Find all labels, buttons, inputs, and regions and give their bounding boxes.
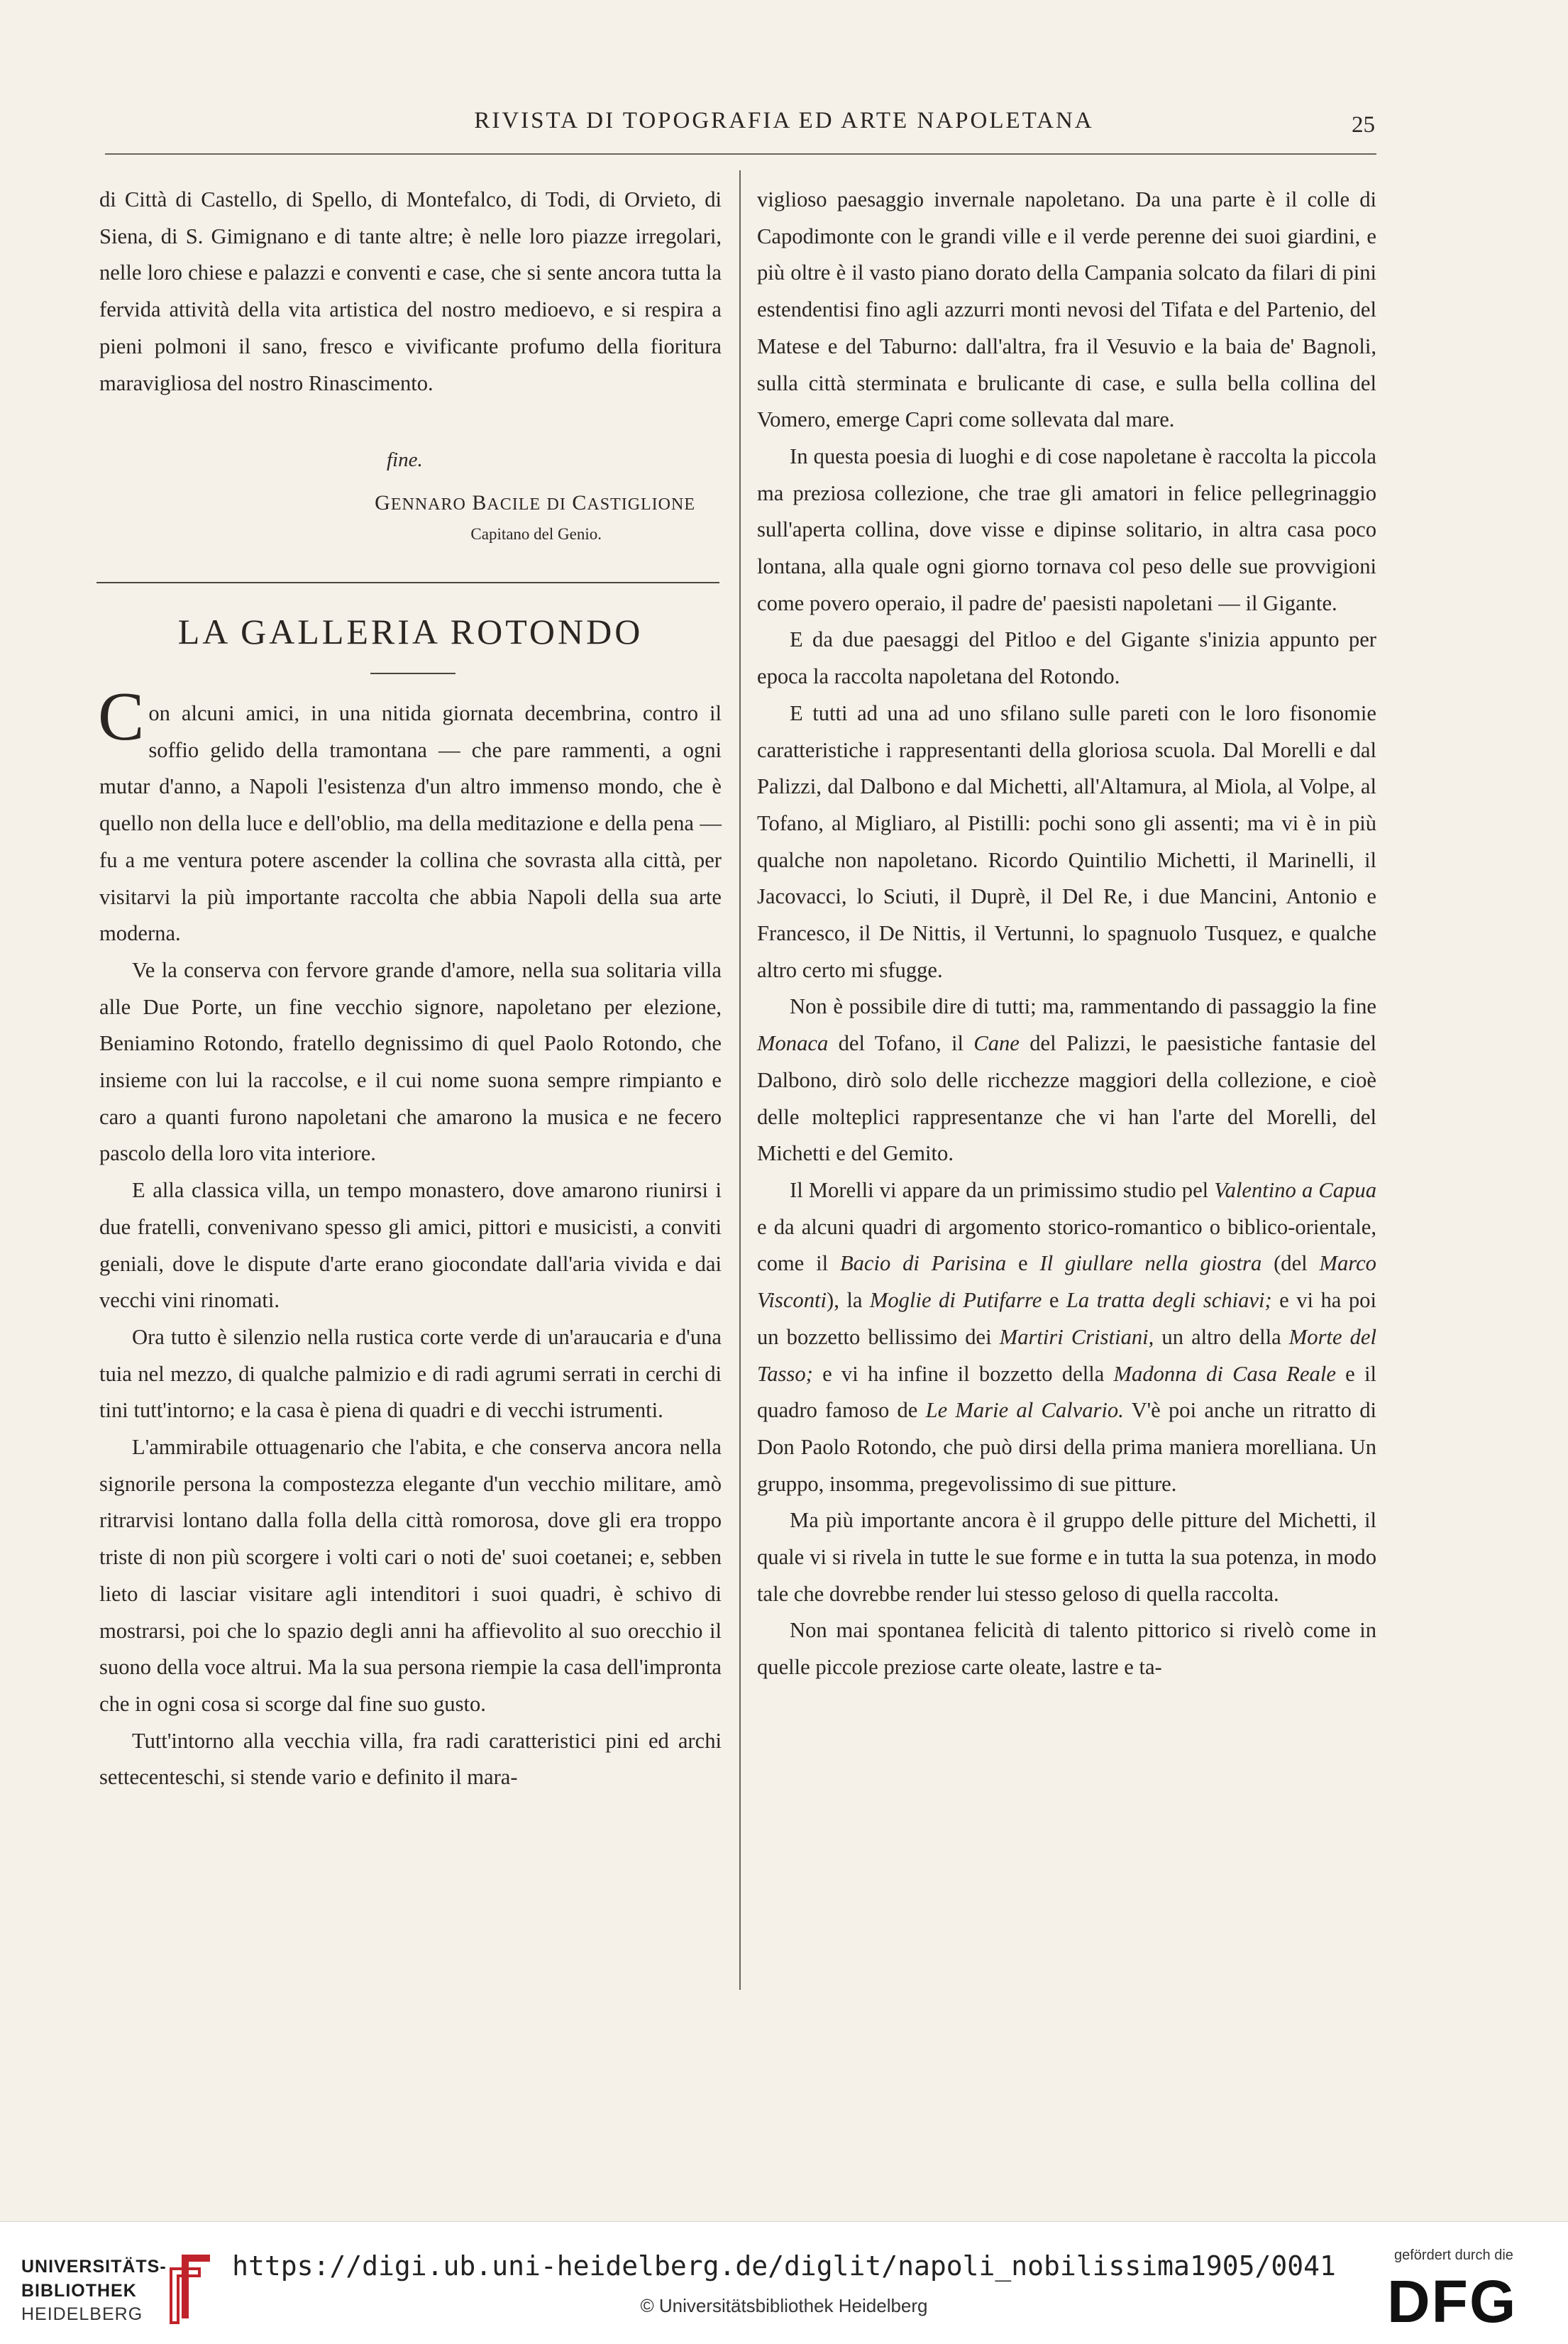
article-paragraph-12: Il Morelli vi appare da un primissimo studio pel Valentino a Capua e da alcuni quadri di argomento storico-romantico o biblico-orientale, come il Bacio di Parisina e Il giullare nella giostra (del Marco Visconti), la Moglie di Putifarre e La tratta degli schiavi; e vi ha poi un bozzetto bellissimo dei Martiri Cristiani, un altro della Morte del Tasso; e vi ha infine il bozzetto della Madonna di Casa Reale e il quadro famoso de Le Marie al Calvario. V'è poi anche un ritratto di Don Paolo Rotondo, che può dirsi della prima maniera morelliana. Un gruppo, insomma, pregevolissimo di sue pitture. [757,1177,1377,1496]
article-left-column [98,678,722,1796]
title-underline [370,673,456,674]
article-paragraph-11: Non è possibile dire di tutti; ma, rammentando di passaggio la fine Monaca del Tofano, il Cane del Palizzi, le paesistiche fantasie del Dalbono, dirò solo delle ricchezze maggiori della collezione, e cioè delle molteplici rappresentanze che vi han l'arte del Morelli, del Michetti e del Gemito. [757,994,1376,1166]
fine-mark: fine. [387,449,423,471]
continuation-paragraph: di Città di Castello, di Spello, di Montefalco, di Todi, di Orvieto, di Siena, di S. Gimignano e di tante altre; è nelle loro piazze irregolari, nelle loro chiese e palazzi e conventi e case, che si sente ancora tutta la fervida attività della vita artistica del nostro medioevo, e si respira a pieni polmoni il sano, fresco e vivificante profumo della fioritura maravigliosa del nostro Rinascimento. [99,187,722,395]
article-paragraph-13: Ma più importante ancora è il gruppo delle pitture del Michetti, il quale vi si rivela in tutte le sue forme e in tutta la sua potenza, in modo tale che dovrebbe render lui stesso geloso di quella raccolta. [757,1508,1376,1606]
article-paragraph-8: In questa poesia di luoghi e di cose napoletane è raccolta la piccola ma preziosa collezione, che trae gli amatori in felice pellegrinaggio sull'aperta collina, dove visse e dipinse solitario, in altra casa poco lontana, alla quale ogni giorno tornava col peso delle sue provvigioni come povero operaio, il padre de' paesisti napoletani — il Gigante. [757,444,1376,615]
article-paragraph-7: viglioso paesaggio invernale napoletano. Da una parte è il colle di Capodimonte con le grandi ville e il verde perenne dei suoi giardini, e più oltre è il vasto piano dorato della Campania solcato da filari di pini estendentisi fino agli azzurri monti nevosi del Tifata e del Partenio, del Matese e del Taburno: dall'altra, fra il Vesuvio e la baia de' Bagnoli, sulla città sterminata e brulicante di case, e sulla bella collina del Vomero, emerge Capri come sollevata dal mare. [757,187,1376,432]
page-number: 25 [1352,112,1375,138]
dfg-logo: DFG [1387,2268,1518,2335]
author-signature: GENNARO BACILE DI CASTIGLIONE [375,491,695,515]
article-paragraph-6: Tutt'intorno alla vecchia villa, fra radi caratteristici pini ed archi settecenteschi, si stende vario e definito il mara- [99,1728,722,1790]
right-column [757,182,1376,1686]
article-paragraph-5: L'ammirabile ottuagenario che l'abita, e che conserva ancora nella signorile persona la compostezza elegante d'un vecchio militare, amò ritrarvisi lontano dalla folla della città romorosa, dove gli era troppo triste di non più scorgere i volti cari o noti de' suoi coetanei; e, sebben lieto di lasciar visitare agli intenditori i suoi quadri, è schivo di mostrarsi, poi che lo spazio degli anni ha affievolito al suo orecchio il suono della voce altrui. Ma la sua persona riempie la casa dell'impronta che in ogni cosa si scorge dal fine suo gusto. [99,1435,722,1716]
permalink-url[interactable]: https://digi.ub.uni-heidelberg.de/diglit/napoli_nobilissima1905/0041 [232,2250,1336,2282]
article-paragraph-3: E alla classica villa, un tempo monastero, dove amarono riunirsi i due fratelli, convenivano spesso gli amici, pittori e musicisti, a conviti geniali, dove le dispute d'arte erano giocondate dall'aria vivida e dai vecchi vini rinomati. [99,1178,722,1313]
left-column [99,182,722,402]
funded-by-label: gefördert durch die [1394,2247,1513,2263]
section-rule [96,582,719,583]
header-rule [105,153,1376,155]
article-paragraph-2: Ve la conserva con fervore grande d'amore, nella sua solitaria villa alle Due Porte, un fine vecchio signore, napoletano per elezione, Beniamino Rotondo, fratello degnissimo di quel Paolo Rotondo, che insieme con lui la raccolse, e il cui nome suona sempre rimpianto e caro a quanti furono napoletani che amarono la musica e ne fecero pascolo della loro vita interiore. [99,957,722,1166]
journal-title: RIVISTA DI TOPOGRAFIA ED ARTE NAPOLETANA [474,108,1094,133]
article-paragraph-14: Non mai spontanea felicità di talento pittorico si rivelò come in quelle piccole preziose carte oleate, lastre e ta- [757,1618,1376,1680]
article-title: LA GALLERIA ROTONDO [177,612,644,651]
library-logo-text: UNIVERSITÄTS- BIBLIOTHEK HEIDELBERG [21,2257,167,2324]
drop-cap: C [98,678,145,755]
column-divider [739,170,741,1990]
author-rank: Capitano del Genio. [470,525,602,543]
article-paragraph-4: Ora tutto è silenzio nella rustica corte verde di un'araucaria e d'una tuia nel mezzo, di qualche palmizio e di radi agrumi serrati in cerchi di tini tutt'intorno; e la casa è piena di quadri e di vecchi istrumenti. [99,1324,722,1423]
article-paragraph-9: E da due paesaggi del Pitloo e del Gigante s'inizia appunto per epoca la raccolta napoletana del Rotondo. [757,627,1376,689]
article-paragraph-10: E tutti ad una ad uno sfilano sulle pareti con le loro fisonomie caratteristiche i rappresentanti della gloriosa scuola. Dal Morelli e dal Palizzi, dal Dalbono e dal Michetti, all'Altamura, al Miola, al Volpe, al Tofano, al Migliaro, al Pistilli: pochi sono gli assenti; ma vi è in più qualche non napoletano. Ricordo Quintilio Michetti, il Marinelli, il Jacovacci, lo Sciuti, il Duprè, il Del Re, i due Mancini, Antonio e Francesco, il De Nittis, il Vertunni, lo spagnuolo Tusquez, e qualche altro certo mi sfugge. [757,700,1376,982]
copyright-notice: © Universitätsbibliothek Heidelberg [640,2295,928,2316]
digitization-footer [0,2221,1568,2344]
article-paragraph-1: Con alcuni amici, in una nitida giornata decembrina, contro il soffio gelido della tramontana — che pare rammenti, a ogni mutar d'anno, a Napoli l'esistenza d'un altro immenso mondo, che è quello non della luce e dell'oblio, ma della meditazione e della pena — fu a me ventura potere ascender la collina che sovrasta alla città, per visitarvi la più importante raccolta che abbia Napoli della sua arte moderna. [98,678,722,946]
